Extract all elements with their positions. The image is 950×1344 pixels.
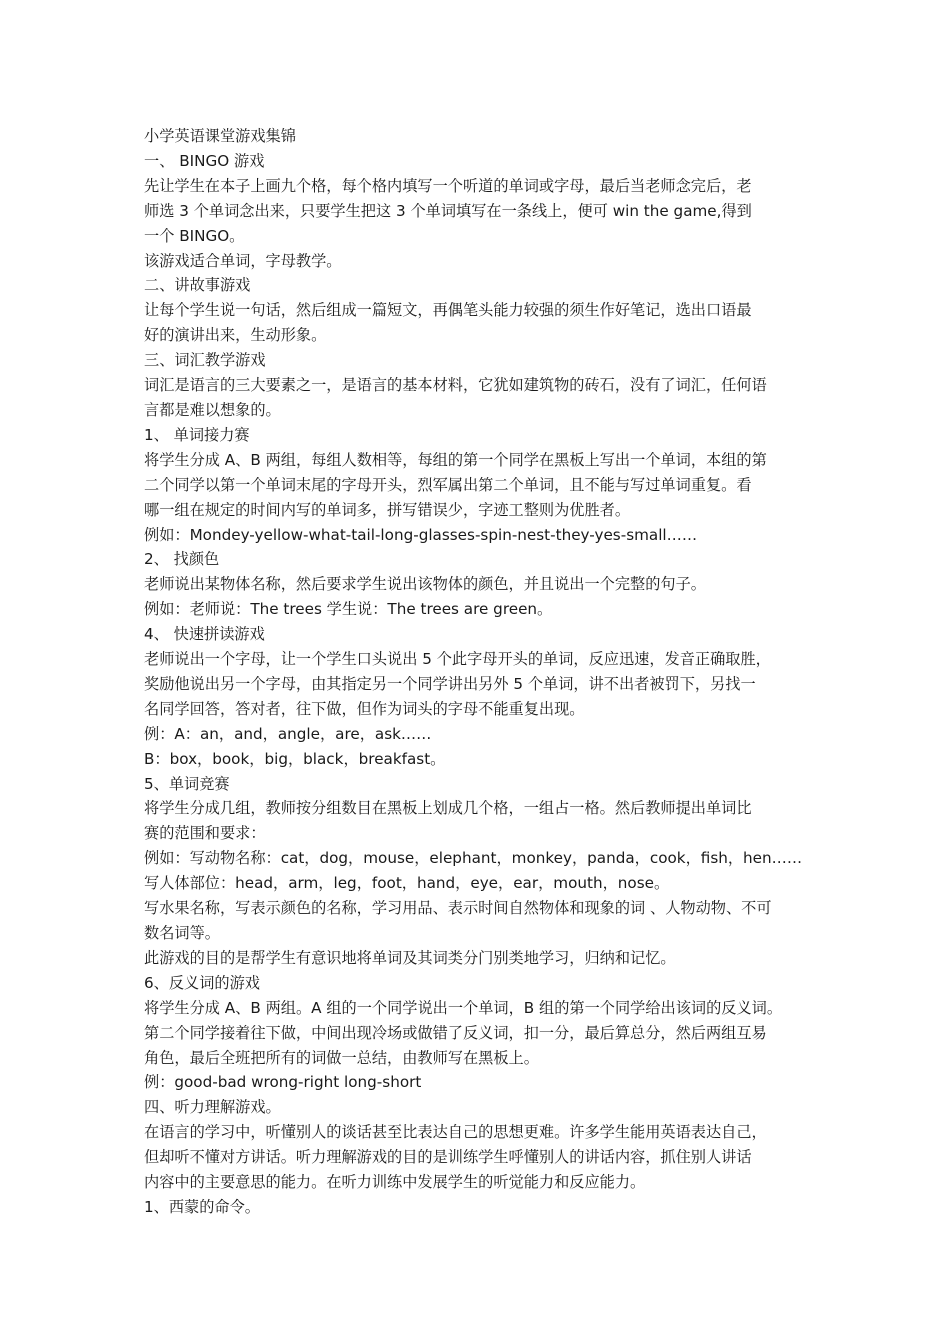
- text-line: 6、反义词的游戏: [144, 973, 260, 992]
- text-line: 此游戏的目的是帮学生有意识地将单词及其词类分门别类地学习，归纳和记忆。: [144, 948, 676, 967]
- text-line: 将学生分成 A、B 两组。A 组的一个同学说出一个单词，B 组的第一个同学给出该词的反义词。: [144, 998, 783, 1017]
- text-line: 将学生分成几组，教师按分组数目在黑板上划成几个格，一组占一格。然后教师提出单词比: [144, 799, 752, 818]
- text-line: 二、讲故事游戏: [144, 276, 251, 295]
- text-line: 先让学生在本子上画九个格，每个格内填写一个听道的单词或字母，最后当老师念完后，老: [144, 176, 752, 195]
- text-line: 例如：老师说：The trees 学生说：The trees are green。: [144, 600, 553, 619]
- document-title: 小学英语课堂游戏集锦: [144, 127, 296, 145]
- text-line: B：box，book，big，black，breakfast。: [144, 749, 446, 768]
- text-line: 5、单词竞赛: [144, 774, 230, 793]
- text-line: 名同学回答，答对者，往下做，但作为词头的字母不能重复出现。: [144, 699, 585, 718]
- text-line: 例如：Mondey-yellow-what-tail-long-glasses-spin-nest-they-yes-small……: [144, 525, 698, 544]
- text-line: 词汇是语言的三大要素之一，是语言的基本材料，它犹如建筑物的砖石，没有了词汇，任何语: [144, 376, 767, 395]
- text-line: 写人体部位：head，arm，leg，foot，hand，eye，ear，mouth，nose。: [144, 874, 670, 893]
- text-line: 言都是难以想象的。: [144, 400, 281, 419]
- text-line: 数名词等。: [144, 924, 220, 942]
- document-page: [144, 124, 812, 1220]
- text-line: 1、 单词接力赛: [144, 425, 250, 444]
- text-line: 1、西蒙的命令。: [144, 1197, 260, 1216]
- text-line: 师选 3 个单词念出来，只要学生把这 3 个单词填写在一条线上，便可 win the game,得到: [144, 201, 752, 220]
- text-line: 让每个学生说一句话，然后组成一篇短文，再偶笔头能力较强的须生作好笔记，选出口语最: [144, 301, 752, 320]
- text-line: 老师说出一个字母，让一个学生口头说出 5 个此字母开头的单词，反应迅速，发音正确取胜，: [144, 650, 771, 669]
- text-line: 例：A：an，and，angle，are，ask……: [144, 724, 432, 743]
- text-line: 2、 找颜色: [144, 550, 220, 569]
- text-line: 四、听力理解游戏。: [144, 1098, 281, 1117]
- document-body: [144, 149, 812, 1220]
- text-line: 例如：写动物名称：cat，dog，mouse，elephant，monkey，panda，cook，fish，hen……: [144, 849, 803, 868]
- text-line: 二个同学以第一个单词末尾的字母开头，烈军属出第二个单词，且不能与写过单词重复。看: [144, 475, 752, 494]
- text-line: 一、 BINGO 游戏: [144, 151, 265, 170]
- text-line: 第二个同学接着往下做，中间出现冷场或做错了反义词，扣一分，最后算总分，然后两组互易: [144, 1023, 767, 1042]
- text-line: 将学生分成 A、B 两组，每组人数相等，每组的第一个同学在黑板上写出一个单词，本组的第: [144, 450, 767, 469]
- text-line: 写水果名称，写表示颜色的名称，学习用品、表示时间自然物体和现象的词 、人物动物、不可: [144, 899, 772, 918]
- text-line: 但却听不懂对方讲话。听力理解游戏的目的是训练学生呼懂别人的讲话内容，抓住别人讲话: [144, 1148, 752, 1167]
- text-line: 在语言的学习中，听懂别人的谈话甚至比表达自己的思想更难。许多学生能用英语表达自己，: [144, 1123, 767, 1142]
- text-line: 奖励他说出另一个字母，由其指定另一个同学讲出另外 5 个单词，讲不出者被罚下，另找一: [144, 674, 756, 693]
- text-line: 例：good-bad wrong-right long-short: [144, 1073, 422, 1092]
- text-line: 哪一组在规定的时间内写的单词多，拼写错误少，字迹工整则为优胜者。: [144, 500, 630, 519]
- text-line: 好的演讲出来，生动形象。: [144, 326, 327, 345]
- text-line: 角色，最后全班把所有的词做一总结，由教师写在黑板上。: [144, 1048, 539, 1067]
- text-line: 三、词汇教学游戏: [144, 351, 266, 370]
- text-line: 赛的范围和要求：: [144, 824, 266, 843]
- text-line: 4、 快速拼读游戏: [144, 625, 265, 644]
- text-line: 一个 BINGO。: [144, 226, 245, 245]
- text-line: 该游戏适合单词，字母教学。: [144, 251, 342, 270]
- text-line: 老师说出某物体名称，然后要求学生说出该物体的颜色，并且说出一个完整的句子。: [144, 575, 706, 594]
- text-line: 内容中的主要意思的能力。在听力训练中发展学生的听觉能力和反应能力。: [144, 1173, 646, 1192]
